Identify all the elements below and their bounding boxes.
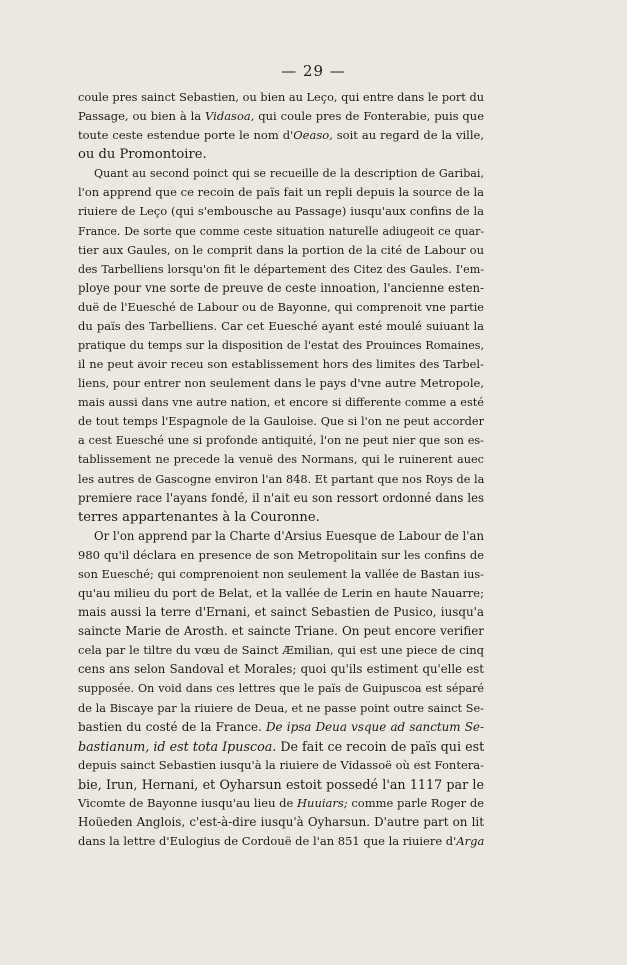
text-span: des Tarbelliens lorsqu'on fit le département des Citez des Gaules. I'em- [78, 262, 484, 276]
text-line [78, 660, 484, 679]
text-line [78, 489, 484, 508]
text-span: mais aussi la terre d'Ernani, et sainct Sebastien de Pusico, iusqu'a [78, 605, 484, 620]
text-line [78, 699, 484, 718]
text-line [78, 412, 484, 431]
text-line [78, 393, 484, 412]
italic-span: Oeaso, [293, 128, 333, 143]
text-span: bie, Irun, Hernani, et Oyharsun estoit possedé l'an 1117 par le [78, 776, 484, 792]
text-span: terres appartenantes à la Couronne. [78, 509, 320, 525]
text-span: il ne peut avoir receu son establissement hors des limites des Tarbel- [78, 357, 484, 372]
text-span: Passage, ou bien à la [78, 109, 206, 124]
text-line [78, 527, 484, 546]
text-line [78, 260, 484, 279]
text-span: saincte Marie de Arosth. et saincte Triane. On peut encore verifier [78, 624, 484, 639]
text-span: son Euesché; qui comprenoient non seulement la vallée de Bastan ius- [78, 567, 484, 581]
text-line [78, 470, 484, 489]
text-line [78, 336, 484, 355]
text-line [78, 145, 484, 164]
text-line [78, 164, 484, 183]
text-line [78, 679, 484, 698]
text-line [78, 107, 484, 126]
text-line [78, 431, 484, 450]
text-span: tier aux Gaules, on le comprit dans la portion de la cité de Labour ou [78, 242, 484, 257]
text-span: Or l'on apprend par la Charte d'Arsius Euesque de Labour de l'an [94, 528, 484, 543]
text-line [78, 241, 484, 260]
text-line [78, 279, 484, 298]
text-span: qu'au milieu du port de Belat, et la vallée de Lerin en haute Nauarre; [78, 586, 484, 601]
text-span: ploye pour vne sorte de preuve de ceste innoation, l'ancienne esten- [78, 280, 484, 295]
text-line [78, 775, 484, 794]
text-line [78, 355, 484, 374]
text-span: Vicomte de Bayonne iusqu'au lieu de [78, 795, 298, 810]
text-span: cela par le tiltre du vœu de Sainct Æmilian, qui est une piece de cinq [78, 643, 484, 658]
text-line [78, 832, 484, 851]
text-span: De fait ce recoin de païs qui est [276, 738, 485, 754]
text-span: qui coule pres de Fonterabie, puis que [254, 109, 485, 124]
text-span: tablissement ne precede la venuë des Normans, qui le ruinerent auec [78, 453, 484, 467]
text-span: de tout temps l'Espagnole de la Gauloise. Que si l'on ne peut accorder [78, 415, 484, 429]
text-line [78, 508, 484, 527]
text-span: liens, pour entrer non seulement dans le pays d'vne autre Metropole, [78, 376, 484, 391]
text-span: premiere race l'ayans fondé, il n'ait eu son ressort ordonné dans les [78, 490, 484, 505]
page-number: — 29 — [281, 62, 346, 80]
text-line [78, 126, 484, 145]
text-span: duë de l'Euesché de Labour ou de Bayonne, qui comprenoit vne partie [78, 300, 484, 314]
text-line [78, 317, 484, 336]
text-span: pratique du temps sur la disposition de l'estat des Prouinces Romaines, [78, 339, 484, 353]
text-span: comme parle Roger de [347, 795, 484, 810]
text-span: depuis sainct Sebastien iusqu'à la riuiere de Vidassoë où est Fontera- [78, 757, 484, 772]
text-line [78, 718, 484, 737]
body-text [78, 88, 484, 851]
text-span: mais aussi dans vne autre nation, et encore si differente comme a esté [78, 396, 484, 410]
italic-span: bastianum, id est tota Ipuscoa. [78, 738, 277, 754]
text-span: riuiere de Leço (qui s'embousche au Passage) iusqu'aux confins de la [78, 204, 484, 219]
text-span: les autres de Gascogne environ l'an 848. Et partant que nos Roys de la [78, 472, 485, 486]
text-span: toute ceste estendue porte le nom d' [78, 128, 294, 143]
text-span: ou du Promontoire. [78, 147, 207, 163]
text-line [78, 737, 484, 756]
text-line [78, 374, 484, 393]
italic-span: Arga [456, 834, 485, 849]
text-span: Hoüeden Anglois, c'est-à-dire iusqu'à Oyharsun. D'autre part on lit [78, 814, 484, 829]
text-span: bastien du costé de la France. [78, 719, 267, 734]
text-line [78, 584, 484, 603]
text-line [78, 641, 484, 660]
text-line [78, 565, 484, 584]
text-line [78, 546, 484, 565]
text-span: de la Biscaye par la riuiere de Deua, et ne passe point outre sainct Se- [78, 701, 484, 715]
text-line [78, 794, 484, 813]
text-line [78, 450, 484, 469]
text-line [78, 603, 484, 622]
text-line [78, 298, 484, 317]
text-line [78, 88, 484, 107]
text-span: soit au regard de la ville, [332, 128, 484, 143]
italic-span: Vidasoa, [205, 109, 255, 124]
text-span: Quant au second poinct qui se recueille de la description de Garibai, [94, 167, 484, 181]
text-line [78, 756, 484, 775]
text-span: a cest Euesché une si profonde antiquité, l'on ne peut nier que son es- [78, 434, 484, 448]
italic-span: De ipsa Deua vsque ad sanctum Se- [266, 719, 484, 734]
text-span: cens ans selon Sandoval et Morales; quoi qu'ils estiment qu'elle est [78, 662, 484, 677]
text-span: supposée. On void dans ces lettres que le païs de Guipuscoa est séparé [78, 682, 484, 696]
text-line [78, 222, 484, 241]
text-line [78, 622, 484, 641]
italic-span: Huuiars; [297, 795, 348, 810]
text-span: l'on apprend que ce recoin de païs fait un repli depuis la source de la [78, 185, 484, 200]
text-span: France. De sorte que comme ceste situation naturelle adiugeoit ce quar- [78, 224, 484, 238]
text-span: 980 qu'il déclara en presence de son Metropolitain sur les confins de [78, 547, 484, 562]
text-span: du païs des Tarbelliens. Car cet Euesché ayant esté moulé suiuant la [78, 318, 484, 333]
text-span: coule pres sainct Sebastien, ou bien au Leço, qui entre dans le port du [78, 91, 484, 104]
text-span: dans la lettre d'Eulogius de Cordouë de l'an 851 que la riuiere d' [78, 834, 457, 849]
text-line [78, 183, 484, 202]
text-line [78, 202, 484, 221]
text-line [78, 813, 484, 832]
